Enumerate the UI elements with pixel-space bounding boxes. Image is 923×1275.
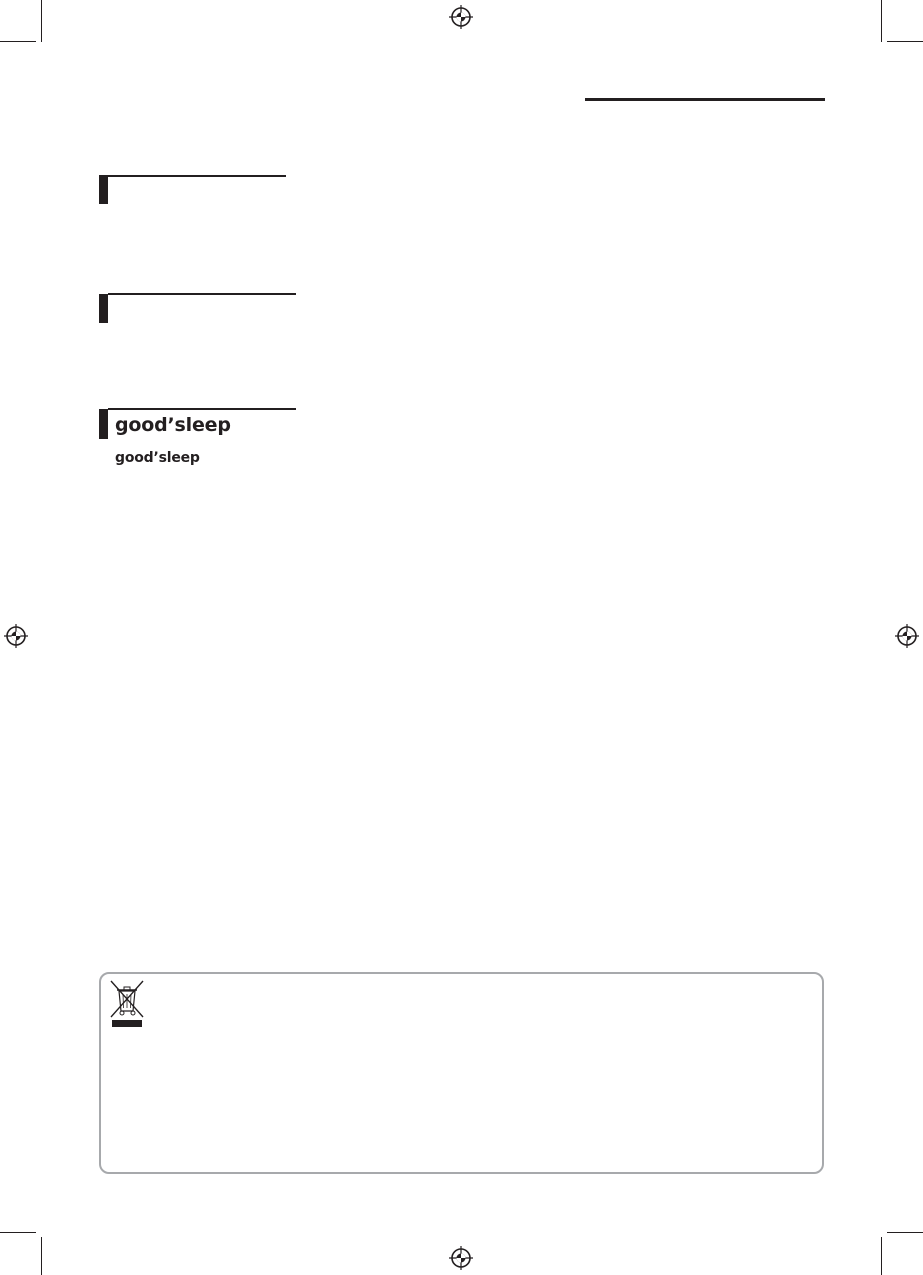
crop-mark-bottom-left-horizontal: [0, 1232, 36, 1233]
crop-mark-top-left-vertical: [41, 0, 42, 42]
section-heading-bar: [99, 409, 108, 439]
crop-mark-bottom-right-horizontal: [887, 1232, 923, 1233]
section-heading-rule: [108, 293, 296, 295]
registration-mark-icon: [449, 1246, 473, 1270]
registration-mark-icon: [895, 624, 919, 648]
section-heading-bar: [99, 294, 108, 323]
crossed-out-wheelie-bin-icon: [109, 979, 145, 1029]
registration-mark-icon: [449, 5, 473, 29]
crop-mark-top-left-horizontal: [0, 41, 36, 42]
brand-subheading: good’sleep: [115, 450, 200, 466]
crop-mark-top-right-horizontal: [887, 41, 923, 42]
registration-mark-icon: [4, 624, 28, 648]
crop-mark-bottom-left-vertical: [41, 1237, 42, 1275]
brand-heading: good’sleep: [115, 414, 231, 436]
header-rule: [585, 98, 825, 101]
disposal-notice-box: [99, 972, 824, 1174]
crop-mark-top-right-vertical: [881, 0, 882, 42]
crop-mark-bottom-right-vertical: [881, 1237, 882, 1275]
section-heading-bar: [99, 175, 108, 204]
section-heading-rule: [108, 408, 296, 410]
section-heading-rule: [108, 175, 286, 177]
